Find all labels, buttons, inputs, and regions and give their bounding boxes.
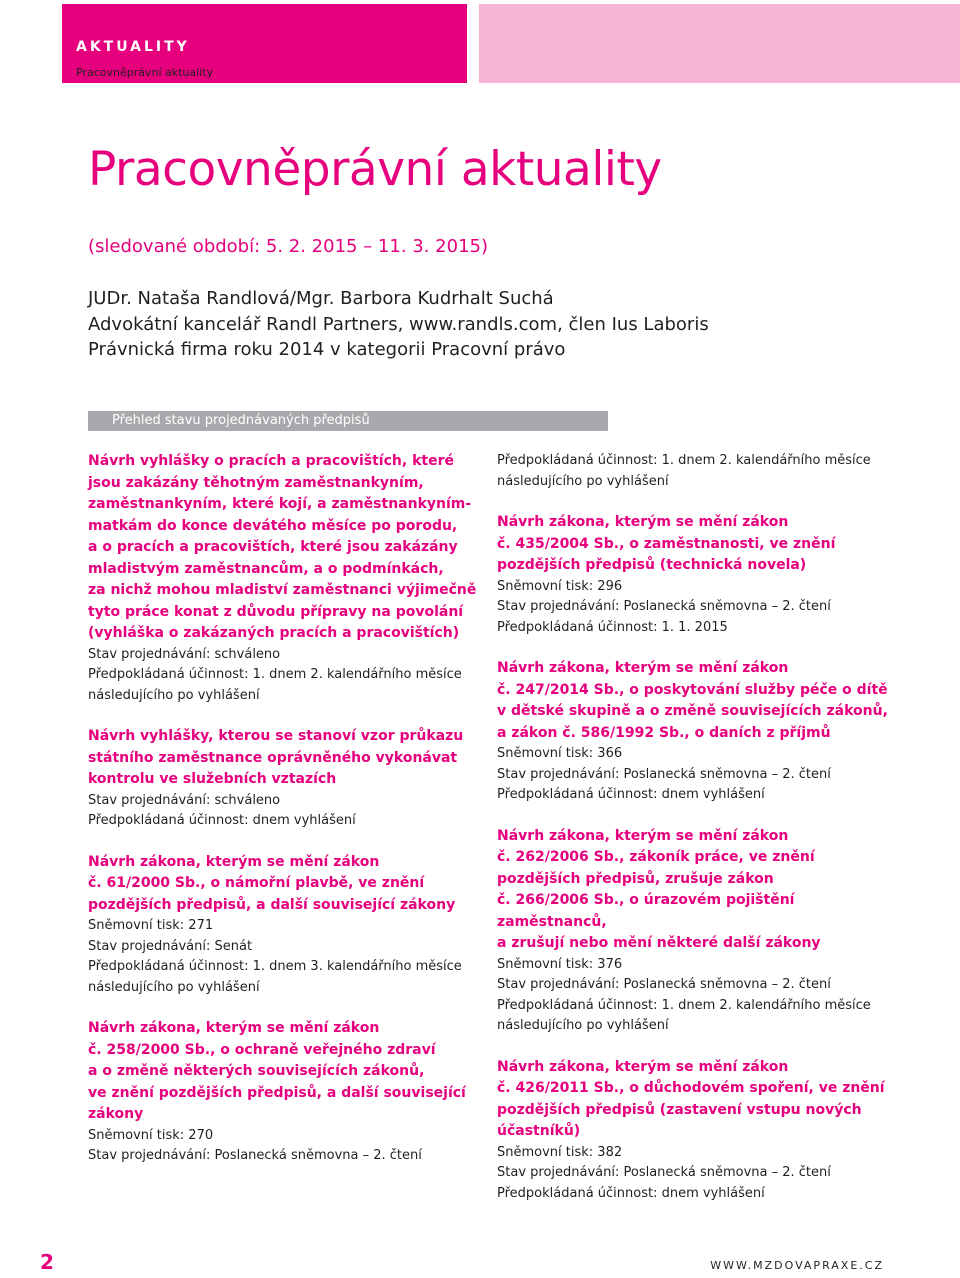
regulation-title-line: č. 247/2014 Sb., o poskytování služby péče o dítě — [497, 681, 888, 698]
regulation-title-line: matkám do konce devátého měsíce po porodu, — [88, 517, 458, 534]
regulation-entry — [497, 826, 897, 1037]
regulation-entry — [497, 1057, 897, 1205]
regulation-meta — [497, 744, 897, 806]
regulation-title-line: Návrh zákona, kterým se mění zákon — [88, 853, 380, 870]
regulation-title-line: a zákon č. 586/1992 Sb., o daních z příjmů — [497, 724, 831, 741]
regulation-entry — [497, 658, 897, 806]
regulation-title-line: Návrh zákona, kterým se mění zákon — [497, 514, 789, 530]
regulation-title-line: státního zaměstnance oprávněného vykonávat — [88, 749, 458, 766]
regulation-title-line: pozdějších předpisů, zrušuje zákon — [497, 870, 774, 887]
page-title: Pracovněprávní aktuality — [88, 142, 662, 197]
regulation-meta-line: Stav projednávání: Poslanecká sněmovna – 2. čtení — [497, 766, 831, 782]
regulation-title — [497, 826, 897, 955]
regulation-meta-line: Stav projednávání: Poslanecká sněmovna – 2. čtení — [497, 977, 831, 992]
period-text: (sledované období: 5. 2. 2015 – 11. 3. 2015) — [88, 236, 489, 257]
regulation-meta-line: Předpokládaná účinnost: 1. dnem 2. kalendářního měsíce — [497, 997, 871, 1013]
regulation-title — [497, 1057, 897, 1143]
regulation-meta — [88, 645, 488, 707]
regulation-meta-line: Stav projednávání: Poslanecká sněmovna – 2. čtení — [497, 1165, 831, 1180]
regulation-title — [497, 512, 897, 577]
regulation-meta — [497, 577, 897, 639]
page-number: 2 — [40, 1250, 54, 1274]
section-label: AKTUALITY — [76, 39, 190, 55]
regulation-entry — [88, 451, 488, 706]
regulation-title-line: mladistvým zaměstnancům, a o podmínkách, — [88, 560, 444, 577]
regulation-title-line: č. 61/2000 Sb., o námořní plavbě, ve znění — [88, 875, 425, 891]
website-link[interactable]: WWW.MZDOVAPRAXE.CZ — [710, 1259, 884, 1272]
header-light-bar — [479, 4, 960, 83]
regulation-title-line: Návrh zákona, kterým se mění zákon — [497, 660, 789, 676]
regulation-title-line: Návrh zákona, kterým se mění zákon — [88, 1020, 380, 1036]
regulation-title-line: kontrolu ve služebních vztazích — [88, 771, 337, 787]
regulation-meta-line: následujícího po vyhlášení — [88, 979, 260, 995]
regulation-meta-line: Stav projednávání: Poslanecká sněmovna – 2. čtení — [88, 1148, 422, 1163]
regulation-title-line: tyto práce konat z důvodu přípravy na povolání — [88, 603, 464, 620]
regulation-meta-line: Předpokládaná účinnost: dnem vyhlášení — [497, 787, 765, 802]
regulation-title-line: Návrh vyhlášky, kterou se stanoví vzor průkazu — [88, 728, 464, 744]
regulation-title-line: (vyhláška o zakázaných pracích a pracovištích) — [88, 625, 460, 641]
regulation-title-line: zákony — [88, 1106, 144, 1122]
regulation-title-line: č. 266/2006 Sb., o úrazovém pojištění zaměstnanců, — [497, 892, 795, 930]
regulation-title-line: zaměstnankyním, které kojí, a zaměstnankyním- — [88, 496, 472, 512]
regulation-entry — [88, 1018, 488, 1167]
regulation-meta — [497, 1143, 897, 1205]
right-column — [497, 451, 897, 1224]
regulation-title-line: č. 435/2004 Sb., o zaměstnanosti, ve znění — [497, 535, 836, 552]
regulation-title-line: jsou zakázány těhotným zaměstnankyním, — [88, 474, 424, 491]
regulation-meta — [88, 916, 488, 998]
authors-line: Advokátní kancelář Randl Partners, www.randls.com, člen Ius Laboris — [88, 313, 709, 335]
regulation-entry — [497, 451, 897, 492]
regulation-title-line: č. 426/2011 Sb., o důchodovém spoření, ve znění — [497, 1080, 885, 1096]
regulation-title — [88, 451, 488, 645]
regulation-meta-line: následujícího po vyhlášení — [497, 1018, 669, 1033]
regulation-title-line: pozdějších předpisů, a další související zákony — [88, 896, 456, 913]
regulation-meta — [88, 1126, 488, 1167]
regulation-title-line: a o změně některých souvisejících zákonů, — [88, 1063, 425, 1079]
authors-line: Právnická firma roku 2014 v kategorii Pracovní právo — [88, 339, 566, 360]
regulation-title-line: č. 258/2000 Sb., o ochraně veřejného zdraví — [88, 1041, 436, 1058]
regulation-meta-line: Sněmovní tisk: 270 — [88, 1127, 214, 1143]
regulation-meta — [497, 451, 897, 492]
left-column — [88, 451, 488, 1187]
regulation-title-line: pozdějších předpisů (technická novela) — [497, 557, 807, 573]
regulation-meta-line: Předpokládaná účinnost: dnem vyhlášení — [88, 813, 356, 828]
regulation-meta-line: Stav projednávání: Senát — [88, 938, 253, 954]
regulation-title-line: Návrh vyhlášky o pracích a pracovištích, které — [88, 453, 454, 469]
authors-block — [88, 286, 709, 363]
regulation-meta — [88, 791, 488, 832]
regulation-meta — [497, 955, 897, 1037]
regulation-title — [88, 1018, 488, 1126]
regulation-title — [497, 658, 897, 744]
regulation-meta-line: Předpokládaná účinnost: 1. 1. 2015 — [497, 619, 728, 635]
regulation-title — [88, 852, 488, 917]
regulation-meta-line: Stav projednávání: Poslanecká sněmovna – 2. čtení — [497, 599, 831, 614]
regulation-meta-line: Předpokládaná účinnost: 1. dnem 2. kalendářního měsíce — [497, 453, 871, 468]
regulation-title-line: ve znění pozdějších předpisů, a další související — [88, 1084, 466, 1101]
regulation-title-line: účastníků) — [497, 1123, 581, 1139]
regulation-title — [88, 726, 488, 791]
regulation-entry — [88, 852, 488, 999]
regulation-title-line: a zrušují nebo mění některé další zákony — [497, 935, 821, 951]
regulation-meta-line: Sněmovní tisk: 271 — [88, 918, 214, 933]
regulation-title-line: č. 262/2006 Sb., zákoník práce, ve znění — [497, 849, 815, 865]
regulation-meta-line: Sněmovní tisk: 376 — [497, 956, 623, 972]
regulation-meta-line: Stav projednávání: schváleno — [88, 646, 281, 662]
regulation-title-line: pozdějších předpisů (zastavení vstupu nových — [497, 1101, 862, 1118]
overview-label: Přehled stavu projednávaných předpisů — [112, 413, 370, 428]
regulation-title-line: a o pracích a pracovištích, které jsou zakázány — [88, 539, 458, 555]
regulation-meta-line: Předpokládaná účinnost: 1. dnem 3. kalendářního měsíce — [88, 959, 462, 974]
regulation-meta-line: Sněmovní tisk: 296 — [497, 578, 623, 594]
section-subtitle: Pracovněprávní aktuality — [76, 66, 214, 79]
regulation-meta-line: Předpokládaná účinnost: 1. dnem 2. kalendářního měsíce — [88, 667, 462, 682]
regulation-meta-line: Sněmovní tisk: 366 — [497, 746, 623, 761]
authors-line: JUDr. Nataša Randlová/Mgr. Barbora Kudrhalt Suchá — [88, 288, 554, 309]
regulation-meta-line: Sněmovní tisk: 382 — [497, 1144, 623, 1160]
regulation-meta-line: Předpokládaná účinnost: dnem vyhlášení — [497, 1185, 765, 1201]
regulation-title-line: Návrh zákona, kterým se mění zákon — [497, 827, 789, 844]
regulation-title-line: za nichž mohou mladiství zaměstnanci výjimečně — [88, 582, 477, 598]
regulation-entry — [497, 512, 897, 638]
regulation-title-line: v dětské skupině a o změně souvisejících zákonů, — [497, 703, 888, 719]
regulation-meta-line: Stav projednávání: schváleno — [88, 792, 281, 808]
regulation-meta-line: následujícího po vyhlášení — [88, 687, 260, 703]
regulation-entry — [88, 726, 488, 832]
regulation-meta-line: následujícího po vyhlášení — [497, 473, 669, 489]
regulation-title-line: Návrh zákona, kterým se mění zákon — [497, 1058, 789, 1075]
